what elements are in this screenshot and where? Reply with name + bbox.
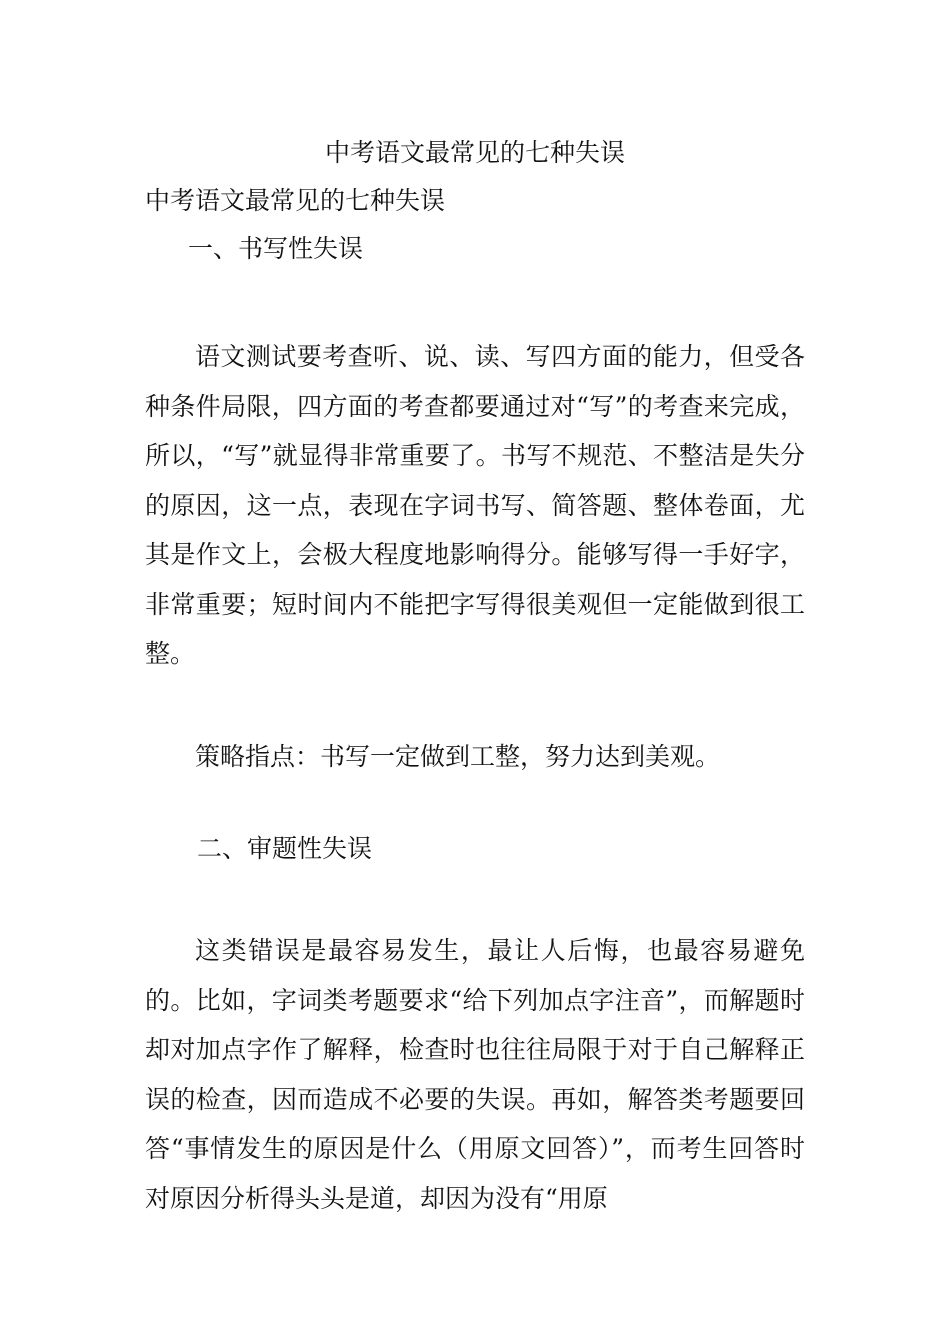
document-subtitle: 中考语文最常见的七种失误	[145, 186, 446, 215]
section-1-heading: 一、书写性失误	[188, 234, 364, 263]
section-2-paragraph: 这类错误是最容易发生，最让人后悔，也最容易避免的。比如，字词类考题要求“给下列加点字注音”，而解题时却对加点字作了解释，检查时也往往局限于对于自己解释正误的检查，因而造成不必要的失误。再如，解答类考题要回答“事情发生的原因是什么（用原文回答）”，而考生回答时对原因分析得头头是道，却因为没有“用原	[145, 936, 805, 1213]
section-1-strategy: 策略指点：书写一定做到工整，努力达到美观。	[195, 742, 721, 771]
section-1-paragraph: 语文测试要考查听、说、读、写四方面的能力，但受各种条件局限，四方面的考查都要通过对“写”的考查来完成，所以，“写”就显得非常重要了。书写不规范、不整洁是失分的原因，这一点，表现在字词书写、简答题、整体卷面，尤其是作文上，会极大程度地影响得分。能够写得一手好字，非常重要；短时间内不能把字写得很美观但一定能做到很工整。	[145, 342, 805, 668]
document-title: 中考语文最常见的七种失误	[324, 138, 625, 167]
section-2-heading: 二、审题性失误	[197, 834, 373, 863]
